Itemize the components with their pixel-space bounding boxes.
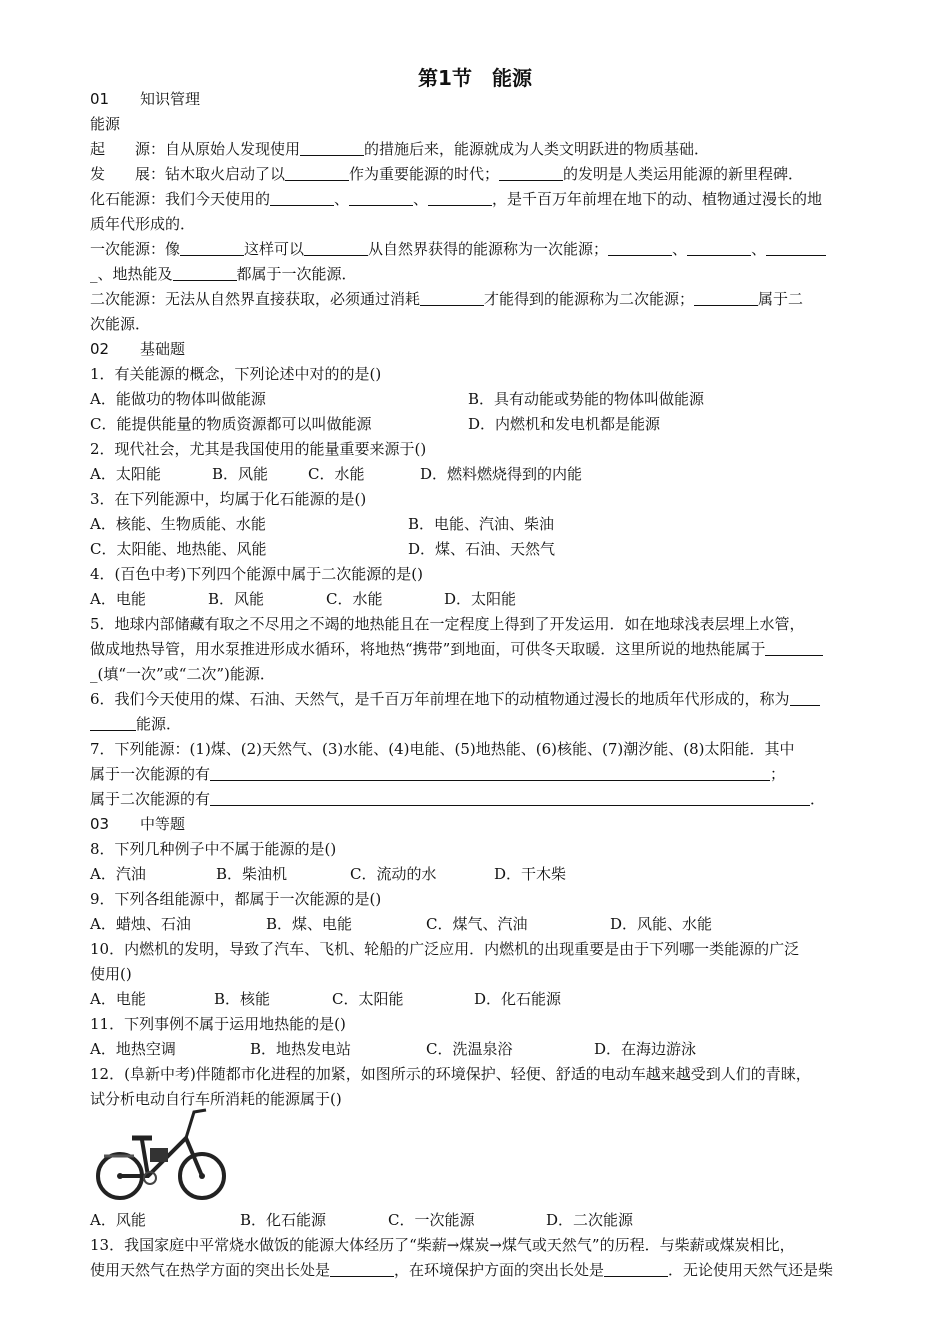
- question-5: 5．地球内部储藏有取之不尽用之不竭的地热能且在一定程度上得到了开发运用．如在地球浅表层埋上水管，: [90, 615, 805, 633]
- text-line-secondary: 二次能源：无法从自然界直接获取，必须通过消耗 才能得到的能源称为二次能源； 属于二: [90, 290, 804, 308]
- question-5-line3: _(填“一次”或“二次”)能源．: [90, 665, 275, 683]
- text-line-development: 发 展：钻木取火启动了以 作为重要能源的时代； 的发明是人类运用能源的新里程碑．: [90, 165, 804, 183]
- question-1-options-cd: C．能提供能量的物质资源都可以叫做能源 D．内燃机和发电机都是能源: [90, 415, 661, 433]
- question-1-options-ab: A．能做功的物体叫做能源 B．具有动能或势能的物体叫做能源: [90, 390, 705, 408]
- page-title: 第1节 能源: [418, 66, 532, 90]
- answer-blank: [694, 290, 758, 306]
- answer-blank: [608, 240, 672, 256]
- question-9: 9．下列各组能源中，都属于一次能源的是(): [90, 890, 382, 908]
- question-3-options-cd: C．太阳能、地热能、风能 D．煤、石油、天然气: [90, 540, 556, 558]
- text-line: 次能源．: [90, 315, 151, 333]
- question-8-options: A．汽油 B．柴油机 C．流动的水 D．干木柴: [90, 865, 567, 883]
- answer-blank: [428, 190, 492, 206]
- question-13: 13．我国家庭中平常烧水做饭的能源大体经历了“柴薪→煤炭→煤气或天然气”的历程．与柴薪或煤炭相比，: [90, 1236, 795, 1254]
- section-header-basic: 02 基础题: [90, 340, 186, 358]
- question-3-options-ab: A．核能、生物质能、水能 B．电能、汽油、柴油: [90, 515, 555, 533]
- question-11: 11．下列事例不属于运用地热能的是(): [90, 1015, 346, 1033]
- answer-blank: [270, 190, 334, 206]
- question-2: 2．现代社会，尤其是我国使用的能量重要来源于(): [90, 440, 427, 458]
- section-header-medium: 03 中等题: [90, 815, 186, 833]
- question-11-options: A．地热空调 B．地热发电站 C．洗温泉浴 D．在海边游泳: [90, 1040, 697, 1058]
- text-line: _、地热能及 都属于一次能源．: [90, 265, 357, 283]
- answer-blank: [766, 240, 826, 256]
- answer-blank: [300, 140, 364, 156]
- answer-blank: [173, 265, 237, 281]
- question-12-line2: 试分析电动自行车所消耗的能源属于(): [90, 1090, 342, 1108]
- question-7-primary: 属于一次能源的有 ；: [90, 765, 786, 783]
- answer-blank: [604, 1261, 668, 1277]
- answer-blank: [687, 240, 751, 256]
- text-line-fossil: 化石能源：我们今天使用的 、 、 ，是千百万年前埋在地下的动、植物通过漫长的地: [90, 190, 823, 208]
- answer-blank: [210, 765, 770, 781]
- question-7-secondary: 属于二次能源的有 ．: [90, 790, 826, 808]
- answer-blank: [499, 165, 563, 181]
- question-10-line2: 使用(): [90, 965, 132, 983]
- question-2-options: A．太阳能 B．风能 C．水能 D．燃料燃烧得到的内能: [90, 465, 583, 483]
- question-5-line2: 做成地热导管，用水泵推进形成水循环，将地热“携带”到地面，可供冬天取暖．这里所说的地热能属于: [90, 638, 823, 660]
- question-3: 3．在下列能源中，均属于化石能源的是(): [90, 490, 367, 508]
- question-6: 6．我们今天使用的煤、石油、天然气，是千百万年前埋在地下的动植物通过漫长的地质年代形成的，称为: [90, 688, 820, 710]
- question-1: 1．有关能源的概念，下列论述中对的的是(): [90, 365, 382, 383]
- answer-blank: [285, 165, 349, 181]
- text-line-primary: 一次能源：像 这样可以 从自然界获得的能源称为一次能源； 、 、: [90, 238, 826, 260]
- answer-blank: [210, 790, 810, 806]
- section-header-knowledge: 01 知识管理: [90, 90, 201, 108]
- answer-blank: [90, 715, 136, 731]
- answer-blank: [180, 240, 244, 256]
- answer-blank: [330, 1261, 394, 1277]
- text-line-origin: 起 源：自从原始人发现使用 的措施后来，能源就成为人类文明跃进的物质基础．: [90, 140, 710, 158]
- text-line: 质年代形成的．: [90, 215, 196, 233]
- question-6-line2: 能源．: [90, 713, 181, 735]
- question-4: 4．(百色中考)下列四个能源中属于二次能源的是(): [90, 565, 423, 583]
- question-4-options: A．电能 B．风能 C．水能 D．太阳能: [90, 590, 517, 608]
- question-10-options: A．电能 B．核能 C．太阳能 D．化石能源: [90, 990, 562, 1008]
- question-8: 8．下列几种例子中不属于能源的是(): [90, 840, 337, 858]
- question-7: 7．下列能源：(1)煤、(2)天然气、(3)水能、(4)电能、(5)地热能、(6)核能、(7)潮汐能、(8)太阳能．其中: [90, 740, 795, 758]
- answer-blank: [304, 240, 368, 256]
- text-line: 能源: [90, 115, 121, 133]
- question-12-options: A．风能 B．化石能源 C．一次能源 D．二次能源: [90, 1211, 634, 1229]
- question-9-options: A．蜡烛、石油 B．煤、电能 C．煤气、汽油 D．风能、水能: [90, 915, 713, 933]
- answer-blank: [349, 190, 413, 206]
- question-10: 10．内燃机的发明，导致了汽车、飞机、轮船的广泛应用．内燃机的出现重要是由于下列哪一类能源的广泛: [90, 940, 800, 958]
- electric-bicycle-image: [90, 1104, 230, 1204]
- answer-blank: [765, 640, 823, 656]
- answer-blank: [420, 290, 484, 306]
- question-12: 12．(阜新中考)伴随都市化进程的加紧，如图所示的环境保护、轻便、舒适的电动车越来越受到人们的青睐，: [90, 1065, 811, 1083]
- question-13-line2: 使用天然气在热学方面的突出长处是 ，在环境保护方面的突出长处是 ．无论使用天然气还是柴: [90, 1261, 834, 1279]
- answer-blank: [790, 690, 820, 706]
